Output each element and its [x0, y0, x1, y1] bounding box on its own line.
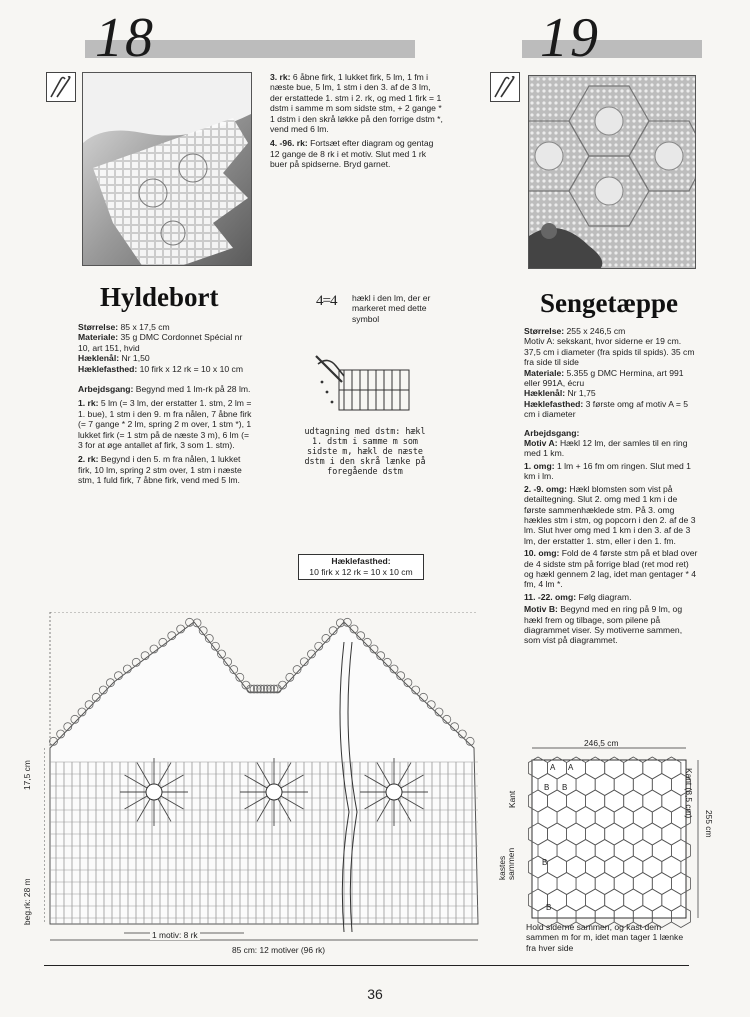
hex-label: B	[562, 783, 568, 792]
right-round-10: 10. omg: Fold de 4 første stm på et blad over de 4 sidste stm på forrige blad (ret mod ret) og hækl gennem 2 lag, idet man gentager * 4 fm, 4 lm *.	[524, 548, 698, 590]
bedspread-photo	[528, 75, 696, 269]
right-round-2-9: 2. -9. omg: Hækl blomsten som vist på detailtegning. Slut 2. omg med 1 km i de første sammenhæklede stm. På 3. omg hækles stm i stm, og popcorn i den 2. af de 3 lm. Slut hver omg med 1 km i den 3. af de 3 lm, der erstatter 1. stm, eller i den 1. fm.	[524, 483, 696, 546]
work-row-2: 2. rk: Begynd i den 5. m fra nålen, 1 lukket firk, 10 lm, spring 2 stm over, 1 stm i næste stm, 1 fuld firk, 7 åbne firk, vend med 5 lm.	[78, 454, 242, 486]
right-motif-a: Motiv A: Hækl 12 lm, der samles til en ring med 1 km.	[524, 438, 688, 459]
intro-material-right: Materiale: 5.355 g DMC Hermina, art 991 eller 991A, écru	[524, 367, 684, 389]
right-intro-block	[524, 326, 700, 420]
right-text	[524, 326, 700, 650]
hex-kant-left: Kant	[507, 790, 517, 808]
pattern-number-right: 19	[540, 7, 600, 69]
gauge-box-text: 10 firk x 12 rk = 10 x 10 cm	[309, 567, 413, 577]
intro-hook: Hæklenål: Nr 1,50	[78, 353, 150, 364]
hexagon-layout-diagram	[520, 738, 720, 928]
hex-label: A	[568, 763, 574, 772]
hex-label: B	[542, 858, 548, 867]
chart-width-label: 85 cm: 12 motiver (96 rk)	[232, 945, 326, 955]
chart-motif-label: 1 motiv: 8 rk	[152, 930, 198, 940]
intro-motif-a: Motiv A: sekskant, hvor siderne er 19 cm. 37,5 cm i diameter (fra spids til spids). 35 cm fra side til side	[524, 336, 695, 368]
crochet-hook-icon-right	[490, 72, 520, 102]
gauge-box-title: Hæklefasthed:	[331, 556, 391, 566]
hex-caption: Hold siderne sammen, og kast dem sammen m for m, idet man tager 1 lænke fra hver side	[526, 922, 684, 953]
chart-height-label: 17,5 cm	[22, 760, 32, 790]
continued-row-4: 4. -96. rk: Fortsæt efter diagram og gentag 12 gange de 8 rk i et motiv. Slut med 1 rk buer på spidserne. Bryd garnet.	[270, 138, 434, 170]
hyldebort-chart	[44, 612, 484, 942]
right-round-11-22: 11. -22. omg: Følg diagram.	[524, 591, 632, 602]
right-motif-b: Motiv B: Begynd med en ring på 9 lm, og hækl frem og tilbage, som pilene på diagrammet viser. Sy motiverne sammen, som vist på diagrammet.	[524, 604, 683, 646]
symbol-description: hækl i den lm, der er markeret med dette symbol	[352, 293, 431, 324]
hex-kant-right: Kant (8,5 cm)	[684, 768, 694, 819]
pattern-title-right: Sengetæppe	[540, 288, 679, 318]
pattern-number-left: 18	[95, 7, 155, 69]
hex-label: B	[546, 903, 552, 912]
intro-size: Størrelse: 85 x 17,5 cm	[78, 322, 170, 332]
chart-rows-label: beg.rk: 28 m	[22, 878, 32, 925]
hex-label: B	[544, 783, 550, 792]
symbol-glyph: 4=4	[316, 293, 337, 309]
intro-gauge: Hæklefasthed: 10 firk x 12 rk = 10 x 10 cm	[78, 363, 244, 374]
right-round-1: 1. omg: 1 lm + 16 fm om ringen. Slut med 1 km i lm.	[524, 460, 691, 482]
crochet-hook-icon-left	[46, 72, 76, 102]
right-work-heading: Arbejdsgang:	[524, 427, 580, 438]
intro-size-right: Størrelse: 255 x 246,5 cm	[524, 326, 626, 336]
left-intro-block	[78, 322, 256, 374]
hex-height-label: 255 cm	[704, 810, 714, 838]
intro-gauge-right: Hæklefasthed: 3 første omg af motiv A = 5 cm i diameter	[524, 398, 689, 420]
continued-row-3: 3. rk: 6 åbne firk, 1 lukket firk, 5 lm, 1 fm i næste bue, 5 lm, 1 stm i den 3. af de 3 lm, der erstattede 1. stm i 2. rk, og med 1 firk = 1 dstm i samme m som sidste stm, + 2 gange * 1 dstm i den skrå løkke på den forrige dstm *, vend med 6 lm.	[270, 72, 443, 135]
hex-kastes-label: kastes sammen	[497, 847, 516, 880]
dstm-illustration	[314, 352, 414, 422]
hex-label: A	[550, 763, 556, 772]
pattern-title-left: Hyldebort	[100, 282, 219, 312]
footer-rule	[44, 965, 689, 966]
hex-width-label: 246,5 cm	[584, 738, 619, 748]
page-number: 36	[367, 986, 383, 1002]
product-photo-border	[82, 72, 252, 266]
dstm-caption: udtagning med dstm: hækl 1. dstm i samme m som sidste m, hækl de næste dstm i den skrå lænke på foregående dstm	[304, 426, 426, 476]
left-continued-text	[270, 72, 445, 174]
left-intro-text	[78, 322, 256, 490]
intro-hook-right: Hæklenål: Nr 1,75	[524, 388, 596, 399]
work-row-1: 1. rk: 5 lm (= 3 lm, der erstatter 1. stm, 2 lm = 1. bue), 1 stm i den 9. m fra nålen, 7 åbne firk (= 7 gange * 2 lm, spring 2 m over, 1 stm *), 1 lukket firk (= 1 stm på de næste 3 m), 6 lm (= 3 for at øge antallet af firk, 3 som 1. stm).	[78, 398, 252, 451]
gauge-box	[298, 554, 424, 580]
work-intro: Arbejdsgang: Begynd med 1 lm-rk på 28 lm.	[78, 384, 251, 395]
intro-material: Materiale: 35 g DMC Cordonnet Spécial nr 10, art 151, hvid	[78, 332, 243, 353]
